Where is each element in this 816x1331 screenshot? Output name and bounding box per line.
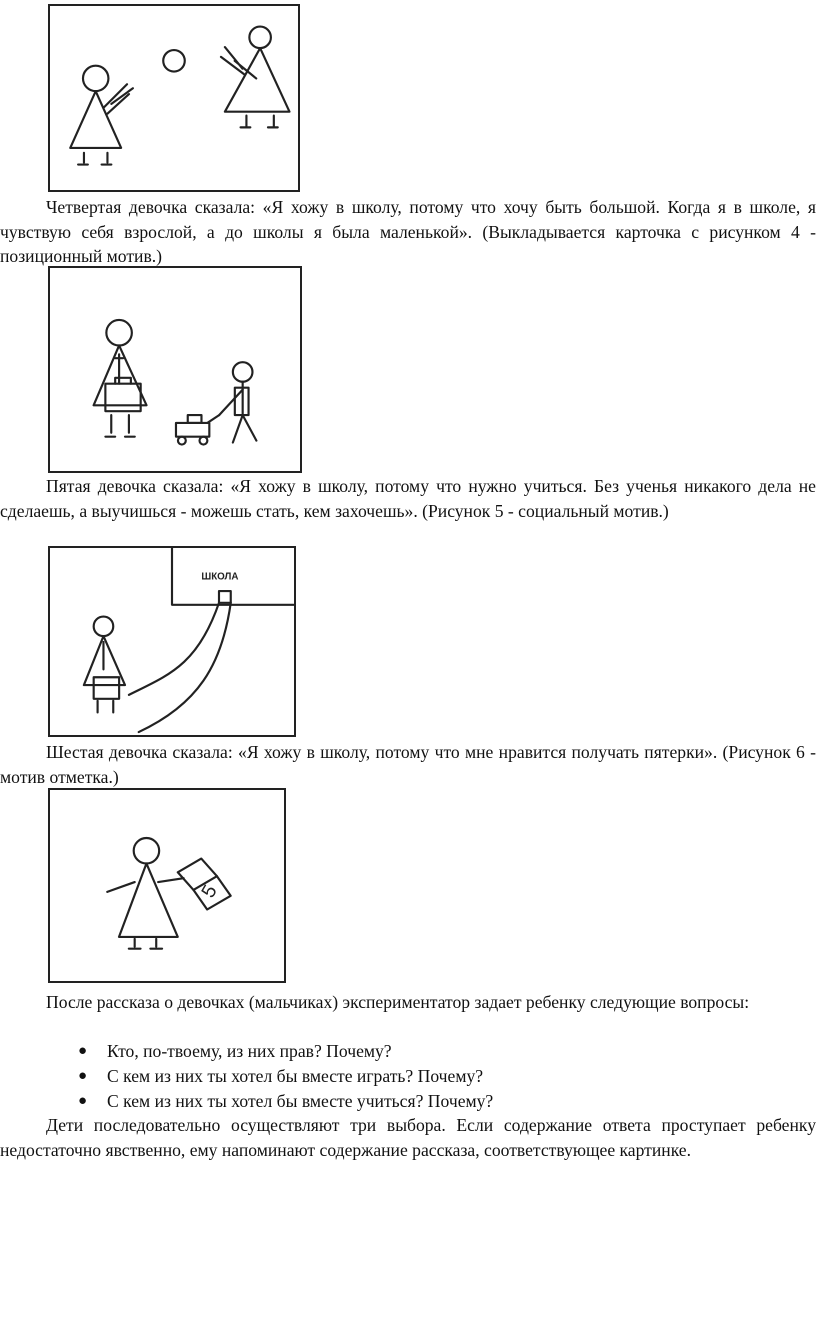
bullet-icon: ●: [78, 1043, 88, 1059]
list-item: ● Кто, по-твоему, из них прав? Почему?: [0, 1039, 816, 1064]
figure-3-illustration: [48, 4, 300, 192]
figure-5-illustration: [48, 546, 296, 737]
list-item: ● С кем из них ты хотел бы вместе играть? Почему?: [0, 1064, 816, 1089]
paragraph-fourth-girl: Четвертая девочка сказала: «Я хожу в школу, потому что хочу быть большой. Когда я в школе, я чувствую себя взрослой, а до школы я была маленькой». (Выкладывается карточка с рисунком 4 - позиционный мотив.): [0, 197, 816, 266]
paragraph-conclusion: Дети последовательно осуществляют три выбора. Если содержание ответа проступает ребенку недостаточно явственно, ему напоминают содержание рассказа, соответствующее картинке.: [0, 1115, 816, 1160]
figure-6-drawing: [50, 790, 284, 981]
paragraph-sixth-girl: Шестая девочка сказала: «Я хожу в школу, потому что мне нравится получать пятерки». (Рисунок 6 - мотив отметка.): [0, 742, 816, 787]
question-list: [0, 1039, 816, 1114]
paragraph-questions-intro: После рассказа о девочках (мальчиках) экспериментатор задает ребенку следующие вопросы:: [46, 992, 750, 1012]
paragraph-fifth-girl: Пятая девочка сказала: «Я хожу в школу, потому что нужно учиться. Без ученья никакого дела не сделаешь, а выучишься - можешь стать, кем захочешь». (Рисунок 5 - социальный мотив.): [0, 476, 816, 521]
school-sign-text: ШКОЛА: [201, 571, 239, 583]
bullet-icon: ●: [78, 1068, 88, 1084]
figure-3-drawing: [50, 6, 298, 190]
figure-4-drawing: [50, 268, 300, 471]
figure-4-illustration: [48, 266, 302, 473]
figure-6-illustration: [48, 788, 286, 983]
grade-five-mark: 5: [197, 881, 222, 902]
bullet-icon: ●: [78, 1093, 88, 1109]
list-item: ● С кем из них ты хотел бы вместе учиться? Почему?: [0, 1089, 816, 1114]
figure-5-drawing: [50, 548, 294, 735]
